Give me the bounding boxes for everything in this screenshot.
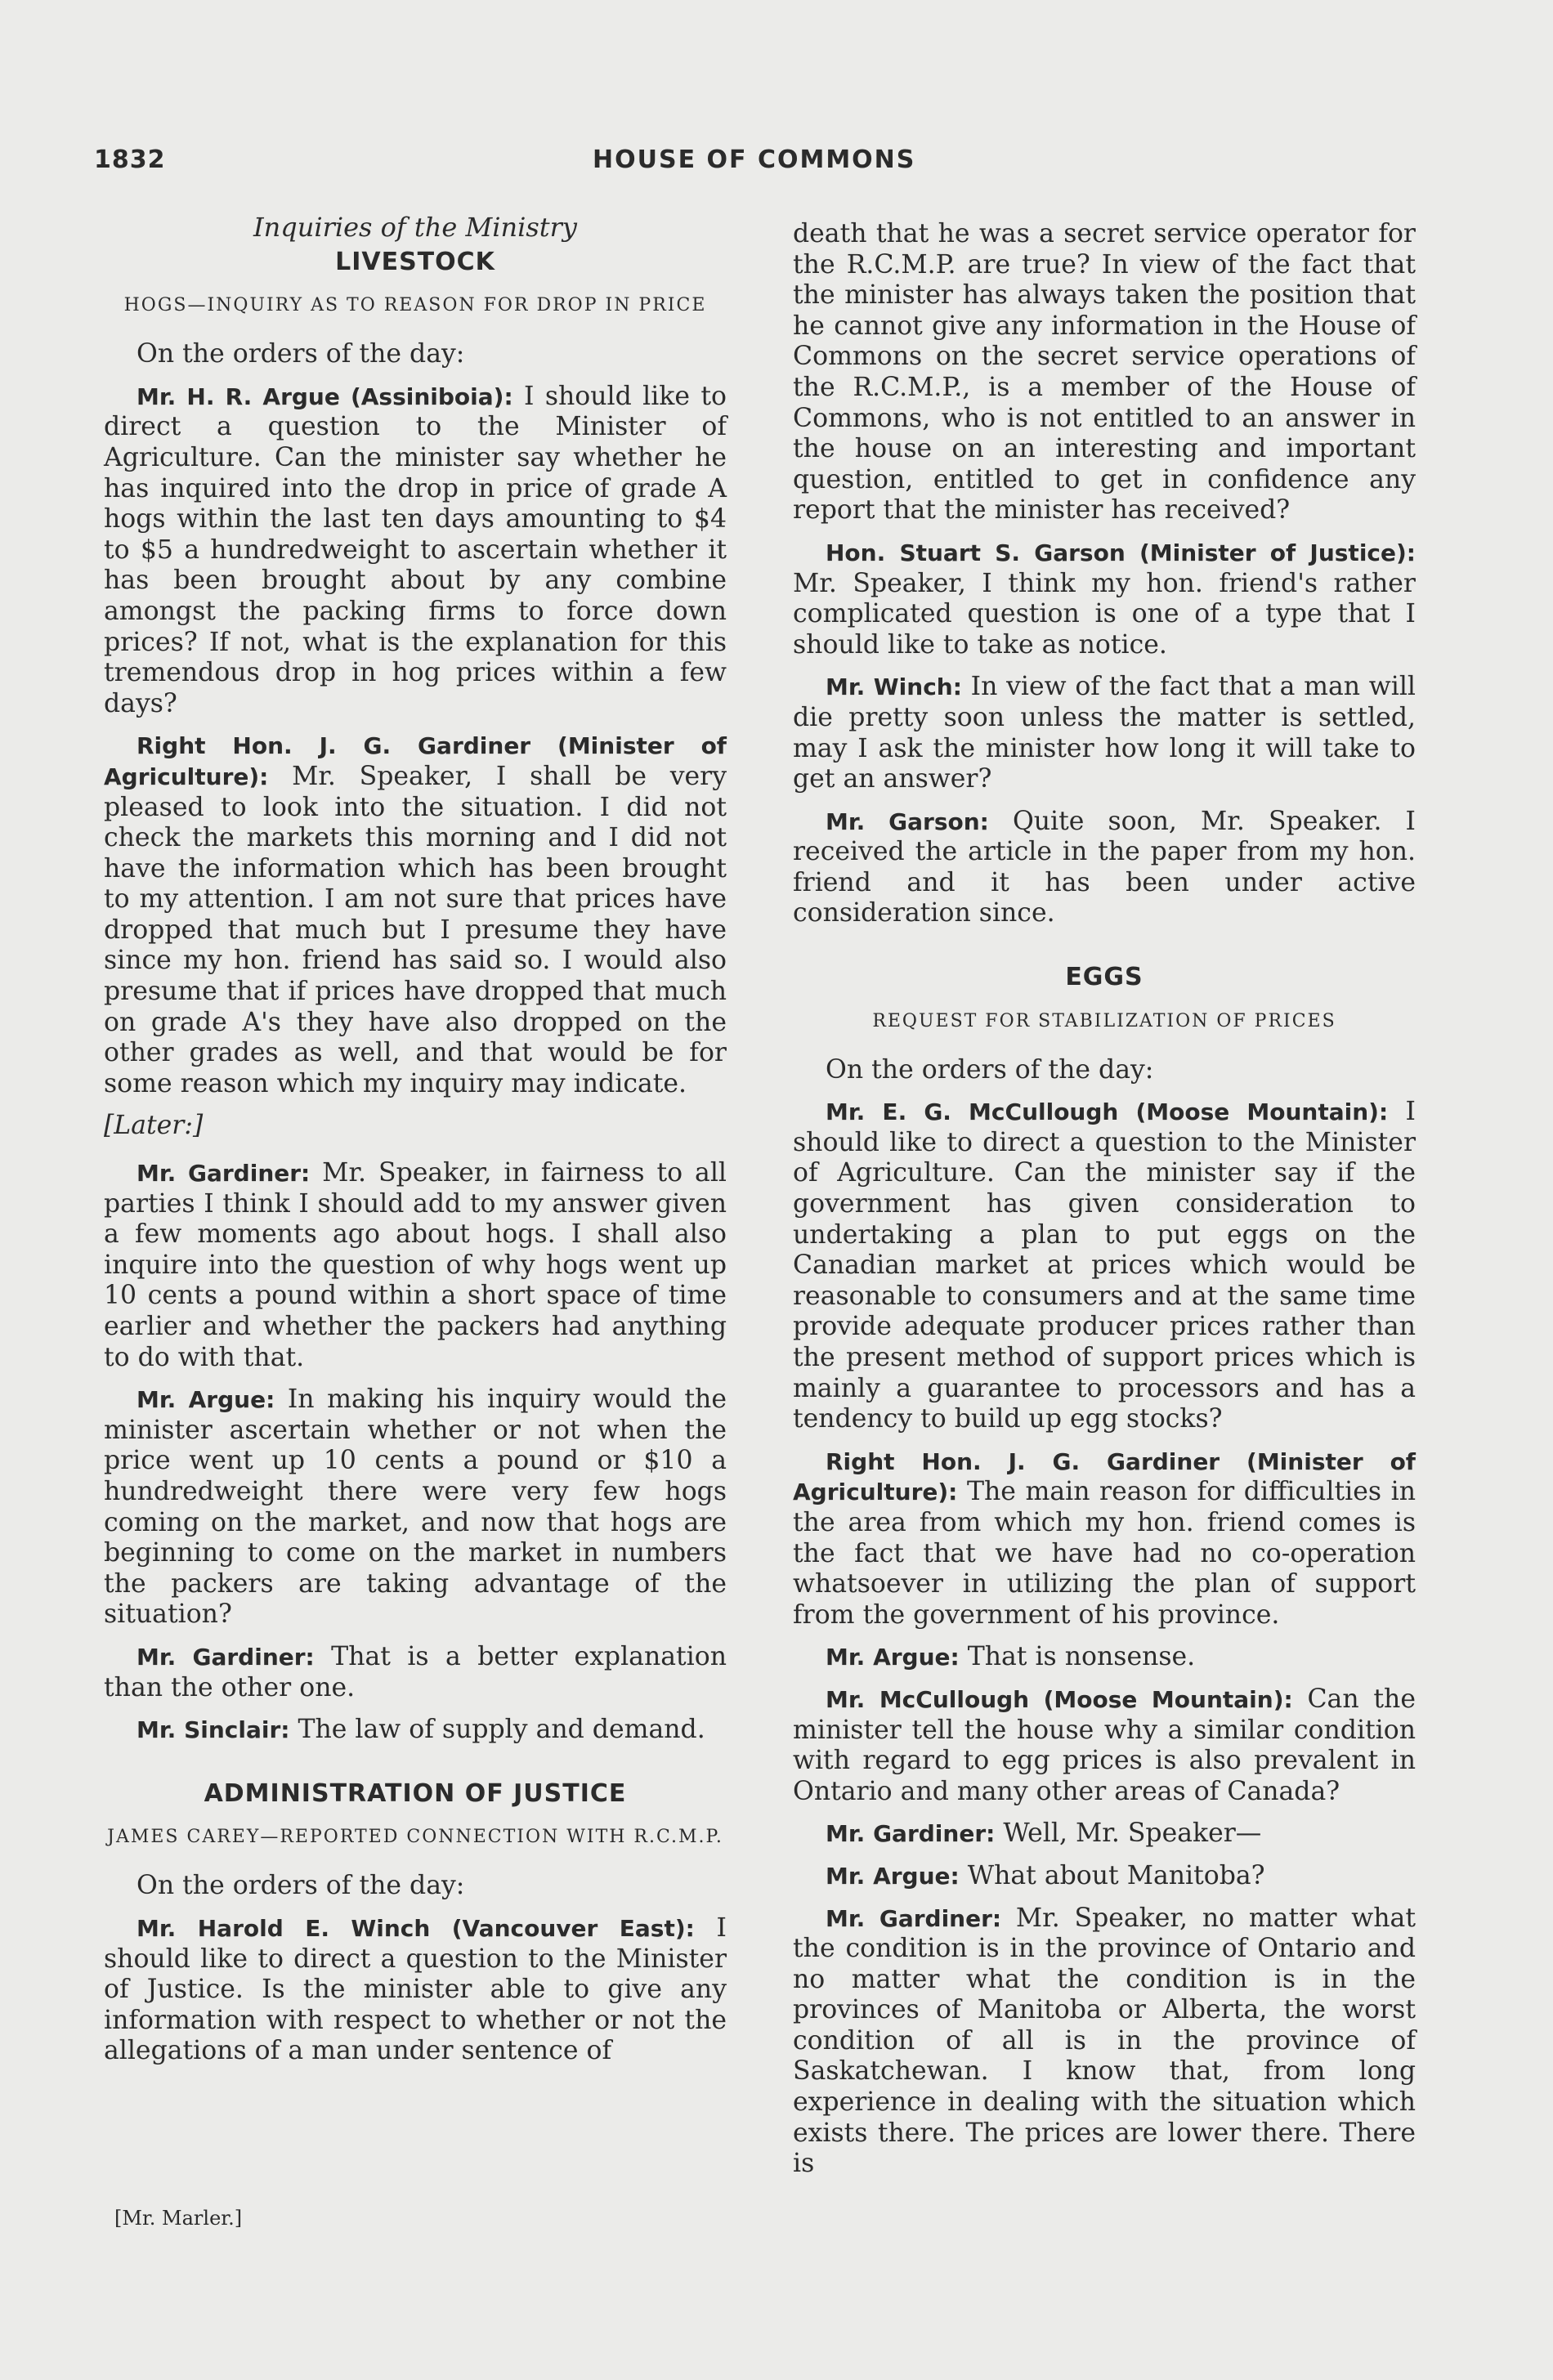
paragraph-text: In view of the fact that a man will die pretty soon unless the matter is settled, may I ask the minister how long it will take to get an answer?: [793, 672, 1416, 794]
paragraph-text: Well, Mr. Speaker—: [995, 1819, 1262, 1849]
page-number: 1832: [94, 145, 166, 174]
inquiries-heading: Inquiries of the Ministry: [253, 212, 577, 243]
paragraph-text: I should like to direct a question to the Minister of Agriculture. Can the minister say whether he has inquired into the drop in price of grade A hogs within the last ten days amounting to $4 to $5 a hundredweight to ascertain whether it has been brought about by any combine amongst the packing firms to force down prices? If not, what is the explanation for this tremendous drop in hog prices within a few days?: [104, 381, 727, 718]
running-head: HOUSE OF COMMONS: [593, 145, 916, 174]
paragraph: [793, 1684, 1416, 1807]
paragraph: [793, 1447, 1416, 1631]
paragraph-text: What about Manitoba?: [959, 1860, 1265, 1890]
speaker-name: Hon. Stuart S. Garson (Minister of Justice):: [826, 539, 1416, 566]
speaker-name: Mr. Argue:: [137, 1386, 275, 1414]
speaker-name: Mr. Sinclair:: [137, 1716, 290, 1744]
section-title-livestock: LIVESTOCK: [335, 247, 495, 276]
paragraph-text: On the orders of the day:: [826, 1054, 1154, 1085]
speaker-name: Mr. Gardiner:: [137, 1643, 315, 1671]
paragraph-text: The main reason for difficulties in the area from which my hon. friend comes is the fact that we have had no co-operation whatsoever in utilizing the plan of support from the government of his province.: [793, 1477, 1416, 1630]
section-subtitle-carey: JAMES CAREY—REPORTED CONNECTION WITH R.C.M.P.: [107, 1827, 723, 1848]
speaker-name: Mr. Argue:: [826, 1644, 960, 1671]
paragraph: [104, 1871, 727, 1902]
speaker-name: Right Hon. J. G. Gardiner (Minister of Agriculture):: [793, 1447, 1416, 1506]
paragraph-text: death that he was a secret service operator for the R.C.M.P. are true? In view of the fact that the minister has always taken the position that he cannot give any information in the House of Commons on the secret service operations of the R.C.M.P., is a member of the House of Commons, who is not entitled to an answer in the house on an interesting and important question, entitled to get in confidence any report that the minister has received?: [793, 219, 1416, 526]
paragraph-text: In making his inquiry would the minister ascertain whether or not when the price went up 10 cents a pound or $10 a hundredweight there were very few hogs coming on the market, and now that hogs are beginning to come on the market in numbers the packers are taking advantage of the situation?: [104, 1385, 727, 1630]
paragraph: [793, 1861, 1416, 1892]
paragraph: [104, 731, 727, 1099]
section-subtitle-hogs: HOGS—INQUIRY AS TO REASON FOR DROP IN PRICE: [123, 295, 707, 316]
paragraph: [793, 1904, 1416, 2180]
footer-note: [Mr. Marler.]: [114, 2207, 243, 2230]
paragraph: [793, 1097, 1416, 1435]
paragraph-text: Mr. Speaker, I shall be very pleased to look into the situation. I did not check the markets this morning and I did not have the information which has been brought to my attention. I am not sure that prices have dropped that much but I presume they have since my hon. friend has said so. I would also presume that if prices have dropped that much on grade A's they have also dropped on the other grades as well, and that would be for some reason which my inquiry may indicate.: [104, 761, 727, 1098]
paragraph: [793, 1819, 1416, 1850]
paragraph-text: On the orders of the day:: [137, 1871, 465, 1901]
speaker-name: Mr. Winch:: [826, 673, 962, 701]
paragraph: [793, 672, 1416, 794]
paragraph: [104, 382, 727, 720]
speaker-name: Mr. H. R. Argue (Assiniboia):: [137, 382, 513, 410]
left-column: [104, 212, 727, 2078]
speaker-name: Mr. Gardiner:: [137, 1160, 311, 1188]
speaker-name: Mr. E. G. McCullough (Moose Mountain):: [826, 1098, 1389, 1126]
paragraph: [104, 339, 727, 370]
speaker-name: Mr. Garson:: [826, 808, 989, 835]
paragraph-text: Can the minister tell the house why a similar condition with regard to egg prices is also prevalent in Ontario and many other areas of Canada?: [793, 1684, 1416, 1806]
paragraph-text: That is a better explanation than the other one.: [104, 1641, 727, 1702]
paragraph-text: I should like to direct a question to the Minister of Agriculture. Can the minister say if the government has given consideration to undertaking a plan to put eggs on the Canadian market at prices which would be reasonable to consumers and at the same time provide adequate producer prices rather than the present method of support prices which is mainly a guarantee to processors and has a tendency to build up egg stocks?: [793, 1097, 1416, 1434]
paragraph-text: On the orders of the day:: [137, 339, 465, 369]
paragraph: [104, 1158, 727, 1373]
paragraph: [793, 1642, 1416, 1673]
paragraph: [104, 1385, 727, 1631]
paragraph-text: I should like to direct a question to the Minister of Justice. Is the minister able to give any information with respect to whether or not the allegations of a man under sentence of: [104, 1912, 727, 2066]
paragraph: [104, 1642, 727, 1703]
paragraph: [104, 1913, 727, 2067]
section-title-justice: ADMINISTRATION OF JUSTICE: [204, 1778, 627, 1808]
paragraph: [104, 1715, 727, 1746]
section-title-eggs: EGGS: [1065, 963, 1143, 992]
paragraph-text: Mr. Speaker, no matter what the condition is in the province of Ontario and no matter what the condition is in the provinces of Manitoba or Alberta, the worst condition of all is in the province of Saskatchewan. I know that, from long experience in dealing with the situation which exists there. The prices are lower there. There is: [793, 1903, 1416, 2179]
paragraph-text: The law of supply and demand.: [289, 1715, 705, 1745]
speaker-name: Mr. Harold E. Winch (Vancouver East):: [137, 1914, 695, 1942]
paragraph-text: That is nonsense.: [959, 1642, 1196, 1672]
speaker-name: Mr. Gardiner:: [826, 1904, 1002, 1932]
paragraph: [793, 1055, 1416, 1086]
later-note: [Later:]: [104, 1111, 204, 1141]
paragraph-text: Mr. Speaker, I think my hon. friend's rather complicated question is one of a type that I should like to take as notice.: [793, 568, 1416, 660]
right-column: [793, 219, 1416, 2191]
speaker-name: Mr. Gardiner:: [826, 1820, 996, 1848]
paragraph-text: Quite soon, Mr. Speaker. I received the article in the paper from my hon. friend and it has been under active consideration since.: [793, 806, 1416, 928]
speaker-name: Mr. McCullough (Moose Mountain):: [826, 1685, 1293, 1713]
paragraph: [793, 219, 1416, 526]
paragraph-text: Mr. Speaker, in fairness to all parties I think I should add to my answer given a few moments ago about hogs. I shall also inquire into the question of why hogs went up 10 cents a pound within a short space of time earlier and whether the packers had anything to do with that.: [104, 1158, 727, 1372]
paragraph: [793, 807, 1416, 929]
speaker-name: Mr. Argue:: [826, 1862, 960, 1890]
section-subtitle-eggs: REQUEST FOR STABILIZATION OF PRICES: [872, 1010, 1336, 1031]
speaker-name: Right Hon. J. G. Gardiner (Minister of Agriculture):: [104, 732, 727, 790]
paragraph: [793, 538, 1416, 660]
